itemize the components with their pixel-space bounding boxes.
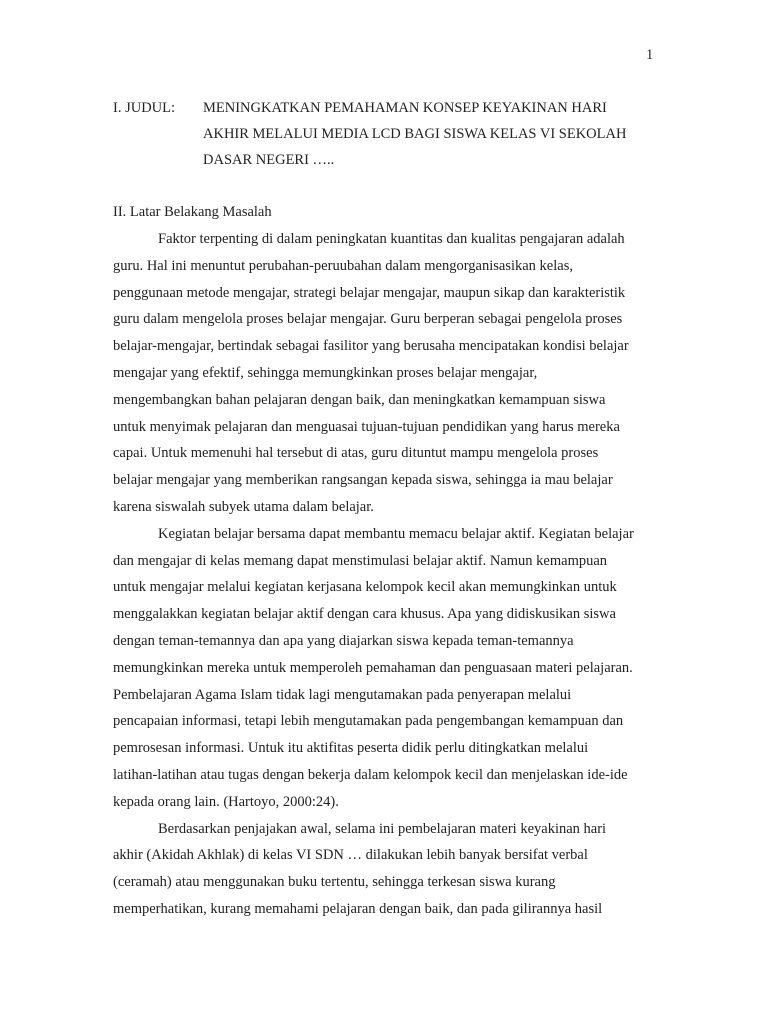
- paragraph-line: untuk menyimak pelajaran dan menguasai tujuan-tujuan pendidikan yang harus mereka: [113, 418, 620, 435]
- paragraph-line: Pembelajaran Agama Islam tidak lagi mengutamakan pada penyerapan melalui: [113, 686, 572, 703]
- paragraph-line: penggunaan metode mengajar, strategi belajar mengajar, maupun sikap dan karakteristik: [113, 284, 626, 301]
- paragraph-line: akhir (Akidah Akhlak) di kelas VI SDN … dilakukan lebih banyak bersifat verbal: [113, 847, 588, 864]
- title-text-line: MENINGKATKAN PEMAHAMAN KONSEP KEYAKINAN HARI: [203, 100, 607, 116]
- title-line-1: [113, 95, 673, 121]
- paragraph-line: pemrosesan informasi. Untuk itu aktifitas peserta didik perlu ditingkatkan melalui: [113, 740, 589, 757]
- paragraph-line: dan mengajar di kelas memang dapat menstimulasi belajar aktif. Namun kemampuan: [113, 552, 608, 569]
- title-text-line: AKHIR MELALUI MEDIA LCD BAGI SISWA KELAS VI SEKOLAH: [203, 126, 627, 142]
- paragraph-line: guru dalam mengelola proses belajar mengajar. Guru berperan sebagai pengelola proses: [113, 311, 623, 328]
- paragraph-line: mengajar yang efektif, sehingga memungkinkan proses belajar mengajar,: [113, 364, 538, 381]
- paragraph-line: latihan-latihan atau tugas dengan bekerja dalam kelompok kecil dan menjelaskan ide-ide: [113, 766, 628, 783]
- paragraph-line: Kegiatan belajar bersama dapat membantu memacu belajar aktif. Kegiatan belajar: [158, 525, 634, 542]
- paragraph-line: kepada orang lain. (Hartoyo, 2000:24).: [113, 793, 339, 810]
- paragraph-line: karena siswalah subyek utama dalam belajar.: [113, 498, 374, 515]
- section-body: [113, 226, 658, 923]
- paragraph-line: Berdasarkan penjajakan awal, selama ini pembelajaran materi keyakinan hari: [158, 820, 607, 837]
- paragraph-line: capai. Untuk memenuhi hal tersebut di atas, guru dituntut mampu mengelola proses: [113, 445, 599, 462]
- paragraph-line: pencapaian informasi, tetapi lebih mengutamakan pada pengembangan kemampuan dan: [113, 713, 624, 730]
- paragraph-line: dengan teman-temannya dan apa yang diajarkan siswa kepada teman-temannya: [113, 632, 574, 649]
- paragraph-line: belajar-mengajar, bertindak sebagai fasilitor yang berusaha mencipatakan kondisi belajar: [113, 338, 629, 355]
- paragraph-line: Faktor terpenting di dalam peningkatan kuantitas dan kualitas pengajaran adalah: [158, 231, 625, 247]
- document-title: [113, 95, 673, 173]
- page-number: 1: [646, 47, 654, 63]
- paragraph-line: memungkinkan mereka untuk memperoleh pemahaman dan penguasaan materi pelajaran.: [113, 659, 633, 676]
- paragraph-line: memperhatikan, kurang memahami pelajaran dengan baik, dan pada gilirannya hasil: [113, 900, 603, 917]
- title-prefix: I. JUDUL:: [113, 100, 176, 116]
- title-text-line: DASAR NEGERI …..: [203, 152, 335, 168]
- paragraph-line: (ceramah) atau menggunakan buku tertentu, sehingga terkesan siswa kurang: [113, 874, 556, 891]
- paragraph-line: belajar mengajar yang memberikan rangsangan kepada siswa, sehingga ia mau belajar: [113, 472, 613, 489]
- section-heading: II. Latar Belakang Masalah: [113, 204, 272, 220]
- paragraph-line: mengembangkan bahan pelajaran dengan baik, dan meningkatkan kemampuan siswa: [113, 391, 606, 408]
- paragraph-line: guru. Hal ini menuntut perubahan-peruubahan dalam mengorganisasikan kelas,: [113, 257, 573, 274]
- paragraph-line: menggalakkan kegiatan belajar aktif dengan cara khusus. Apa yang didiskusikan siswa: [113, 606, 616, 623]
- paragraph-line: untuk mengajar melalui kegiatan kerjasana kelompok kecil akan memungkinkan untuk: [113, 579, 617, 596]
